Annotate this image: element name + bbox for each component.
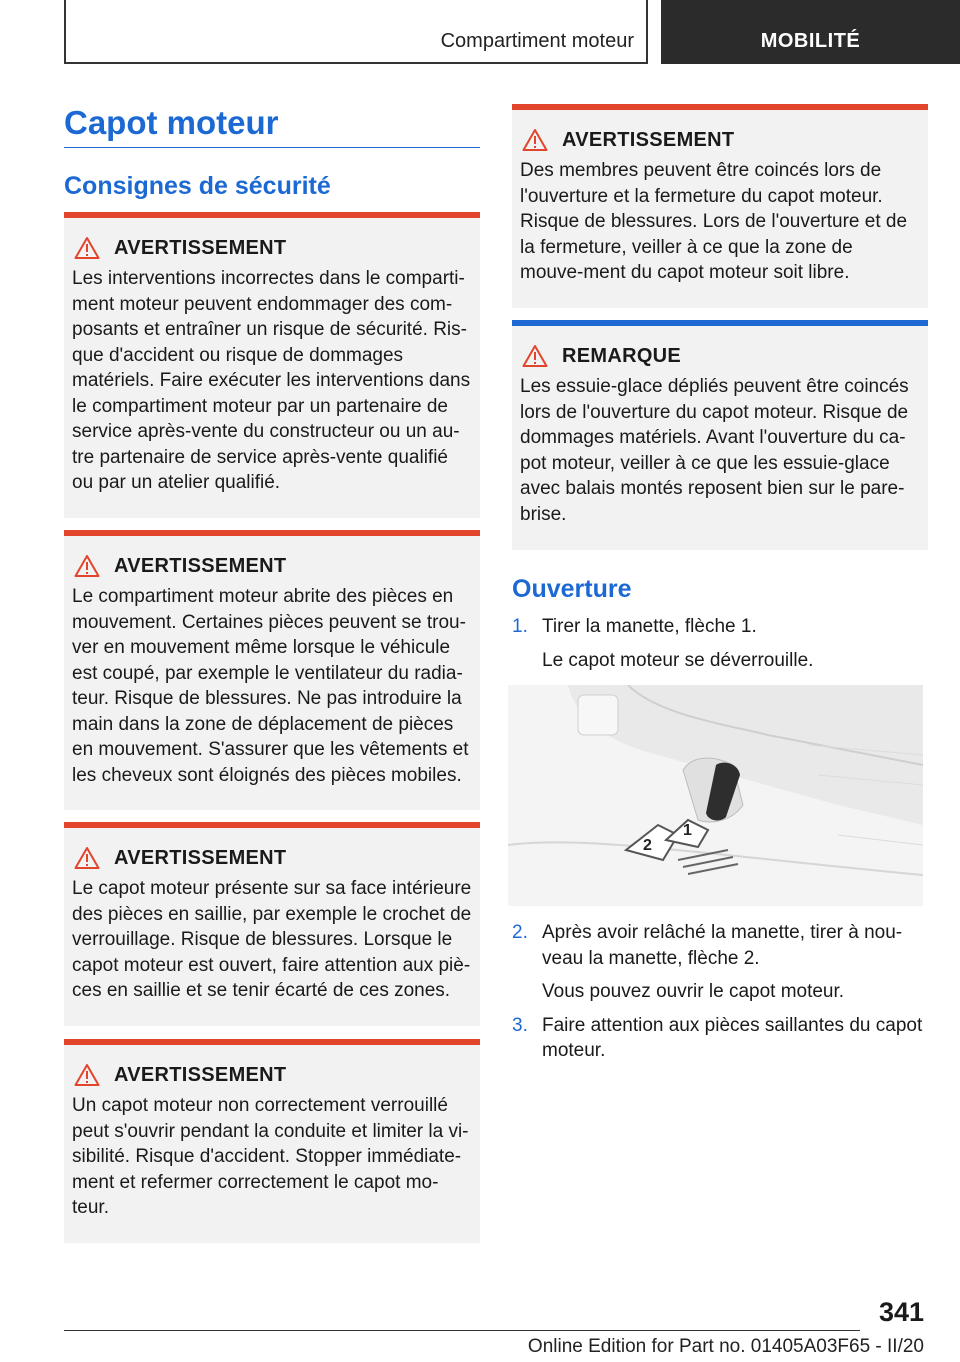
box-text: Le compartiment moteur abrite des pièces en mouvement. Certaines pièces peuvent se trou-ver en mouvement même lorsque le véhicule est coupé, par exemple le ventilateur du radia-teur. Risque de blessures. Ne pas introduire la main dans la zone de déplacement de pièces en mouvement. S'assurer que les vêtements et les cheveux sont éloignés des pièces mobiles. <box>72 586 469 786</box>
step-number: 2. <box>512 922 528 943</box>
warning-box <box>512 104 928 308</box>
warning-triangle-icon <box>522 128 548 152</box>
header-section-title: Compartiment moteur <box>440 30 634 52</box>
box-label: AVERTISSEMENT <box>114 236 287 259</box>
list-item <box>512 614 928 640</box>
box-label: AVERTISSEMENT <box>114 846 287 869</box>
warning-box <box>64 212 480 518</box>
step-text: Tirer la manette, flèche 1. <box>542 616 757 637</box>
safety-heading: Consignes de sécurité <box>64 172 331 200</box>
header-chapter-tab: MOBILITÉ <box>661 0 960 64</box>
steps-list-2 <box>512 920 928 1064</box>
warning-box <box>64 822 480 1026</box>
note-box <box>512 320 928 550</box>
warning-triangle-icon <box>522 344 548 368</box>
title-rule <box>64 147 480 148</box>
box-header <box>520 344 921 368</box>
box-label: AVERTISSEMENT <box>562 128 735 151</box>
box-label: REMARQUE <box>562 344 682 367</box>
box-label: AVERTISSEMENT <box>114 1063 287 1086</box>
box-text: Le capot moteur présente sur sa face intérieure des pièces en saillie, par exemple le crochet de verrouillage. Risque de blessures. Lorsque le capot moteur est ouvert, faire attention aux piè-ces en saillie et se tenir écarté de ces zones. <box>72 878 472 1001</box>
arrow-2-label: 2 <box>643 837 652 854</box>
opening-heading: Ouverture <box>512 575 632 603</box>
header-section-box <box>64 0 648 64</box>
page-number: 341 <box>878 1297 924 1327</box>
warning-box <box>64 1039 480 1243</box>
footer-rule <box>64 1330 860 1331</box>
warning-triangle-icon <box>74 846 100 870</box>
warning-triangle-icon <box>74 554 100 578</box>
step-text: Faire attention aux pièces saillantes du capot moteur. <box>542 1014 923 1061</box>
page-title: Capot moteur <box>64 104 279 141</box>
hood-release-illustration <box>508 685 923 906</box>
warning-triangle-icon <box>74 1063 100 1087</box>
box-header <box>520 128 921 152</box>
step-text: Après avoir relâché la manette, tirer à nou-veau la manette, flèche 2. <box>542 922 903 969</box>
step-result: Vous pouvez ouvrir le capot moteur. <box>542 981 845 1002</box>
box-header <box>72 846 473 870</box>
box-header <box>72 236 473 260</box>
list-item <box>512 1013 928 1064</box>
step-number: 3. <box>512 1014 528 1036</box>
box-text: Un capot moteur non correctement verrouillé peut s'ouvrir pendant la conduite et limiter la vi-sibilité. Risque d'accident. Stopper immédiate-ment et refermer correctement le capot mo-teur. <box>72 1095 469 1218</box>
box-header <box>72 554 473 578</box>
box-text: Les essuie-glace dépliés peuvent être coincés lors de l'ouverture du capot moteur. Risque de dommages matériels. Avant l'ouverture du ca-pot moteur, veiller à ce que les essuie-glace avec balais montés reposent bien sur le pare-brise. <box>520 376 909 525</box>
footer-edition: Online Edition for Part no. 01405A03F65 - II/20 <box>527 1336 924 1357</box>
warning-box <box>64 530 480 810</box>
steps-list-1 <box>512 614 928 673</box>
arrow-1-label: 1 <box>683 822 692 839</box>
box-text: Des membres peuvent être coincés lors de l'ouverture et la fermeture du capot moteur. Risque de blessures. Lors de l'ouverture et de la fermeture, veiller à ce que la zone de mouve-ment du capot moteur soit libre. <box>520 160 908 283</box>
box-label: AVERTISSEMENT <box>114 554 287 577</box>
box-text: Les interventions incorrectes dans le comparti-ment moteur peuvent endommager des com-posants et entraîner un risque de sécurité. Ris-que d'accident ou risque de dommages matériels. Faire exécuter les interventions dans le compartiment moteur par un partenaire de service après-vente du constructeur ou un au-tre partenaire de service après-vente qualifié ou par un atelier qualifié. <box>72 268 471 493</box>
list-item <box>512 920 928 971</box>
step-number: 1. <box>512 616 528 637</box>
warning-triangle-icon <box>74 236 100 260</box>
box-header <box>72 1063 473 1087</box>
step-result: Le capot moteur se déverrouille. <box>542 649 814 671</box>
